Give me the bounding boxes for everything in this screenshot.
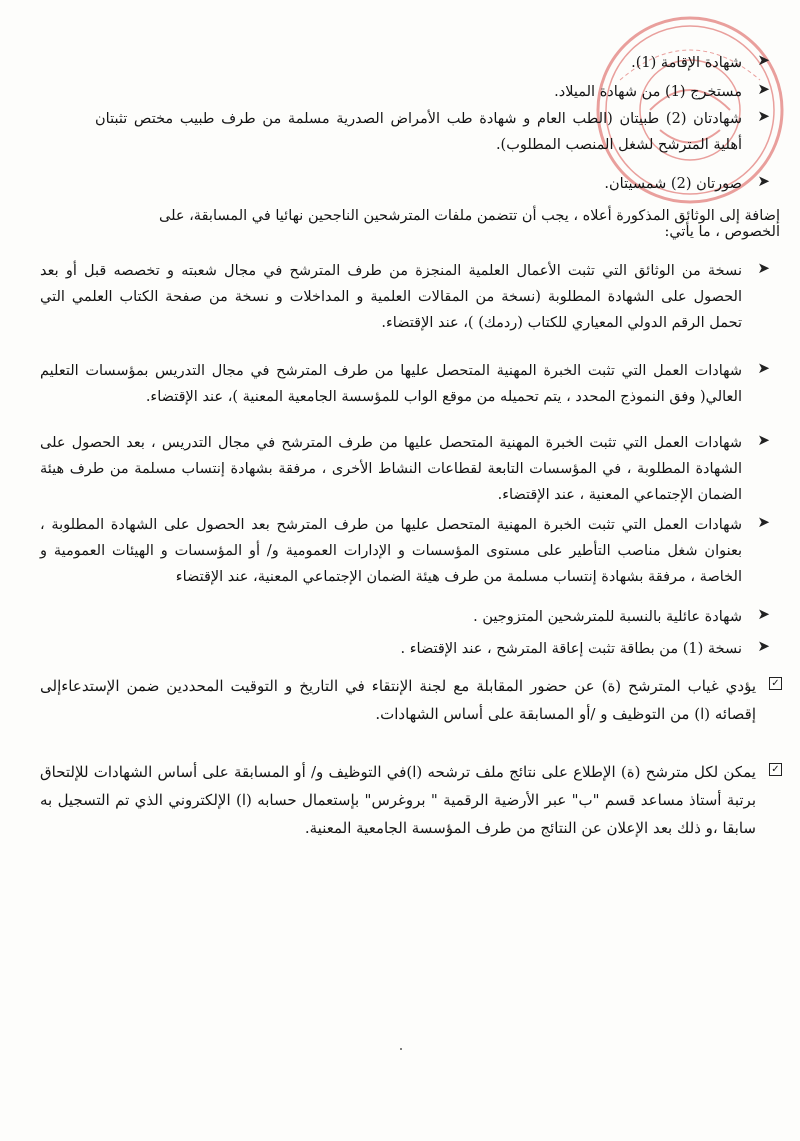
list-item: ➤ شهادتان (2) طبيتان (الطب العام و شهادة طب الأمراض الصدرية مسلمة من طرف طبيب مختص تثبتان أهلية المترشح لشغل المنصب المطلوب). (95, 107, 770, 153)
arrow-bullet-icon: ➤ (757, 172, 770, 190)
arrow-bullet-icon: ➤ (757, 637, 770, 655)
arrow-bullet-icon: ➤ (757, 107, 770, 125)
note-item: ✓ يؤدي غياب المترشح (ة) عن حضور المقابلة مع لجنة الإنتقاء في التاريخ و التوقيت المحددين ضمن الإستدعاءإلى إقصائه (ا) من التوظيف و /أو المسابقة على أساس الشهادات. (40, 672, 782, 728)
list-item: ➤ شهادات العمل التي تثبت الخبرة المهنية المتحصل عليها من طرف المترشح في مجال التدريس ، بعد الحصول على الشهادة المطلوبة ، في المؤسسات التابعة لقطاعات النشاط الأخرى ، مرفقة بشهادة إنتساب مسلمة من طرف هيئة الضمان الإجتماعي المعنية ، عند الإقتضاء. (40, 431, 770, 503)
checkbox-checked-icon: ✓ (769, 677, 782, 690)
list-item: ➤ مستخرج (1) من شهادة الميلاد. (554, 80, 770, 100)
list-item: ➤ شهادة الإقامة (1). (631, 51, 770, 71)
intro-paragraph: إضافة إلى الوثائق المذكورة أعلاه ، يجب أن تتضمن ملفات المترشحين الناجحين نهائيا في المسابقة، على الخصوص ، ما يأتي: (158, 208, 780, 240)
list-item: ➤ شهادات العمل التي تثبت الخبرة المهنية المتحصل عليها من طرف المترشح بعد الحصول على الشهادة المطلوبة ، بعنوان شغل مناصب التأطير على مستوى المؤسسات و الإدارات العمومية و/ أو المؤسسات و الهيئات العمومية و الخاصة ، مرفقة بشهادة إنتساب مسلمة من طرف هيئة الضمان الإجتماعي المعنية، عند الإقتضاء (40, 513, 770, 585)
arrow-bullet-icon: ➤ (757, 513, 770, 531)
arrow-bullet-icon: ➤ (757, 431, 770, 449)
checkbox-checked-icon: ✓ (769, 763, 782, 776)
list-item: ➤ نسخة من الوثائق التي تثبت الأعمال العلمية المنجزة من طرف المترشح في مجال شعبته و تخصصه قبل أو بعد الحصول على الشهادة المطلوبة (نسخة من المقالات العلمية و المداخلات و نسخة من صفحة الكتاب العلمي التي تحمل الرقم الدولي المعياري للكتاب (ردمك) )، عند الإقتضاء. (40, 259, 770, 331)
arrow-bullet-icon: ➤ (757, 80, 770, 98)
list-item: ➤ نسخة (1) من بطاقة تثبت إعاقة المترشح ، عند الإقتضاء . (400, 637, 770, 657)
arrow-bullet-icon: ➤ (757, 51, 770, 69)
arrow-bullet-icon: ➤ (757, 359, 770, 377)
arrow-bullet-icon: ➤ (757, 259, 770, 277)
list-item: ➤ صورتان (2) شمسيتان. (604, 172, 770, 192)
note-item: ✓ يمكن لكل مترشح (ة) الإطلاع على نتائج ملف ترشحه (ا)في التوظيف و/ أو المسابقة على أساس الشهادات للإلتحاق برتبة أستاذ مساعد قسم "ب" عبر الأرضية الرقمية " بروغرس" بإستعمال حسابه (ا) الإلكتروني الذي تم التسجيل به سابقا ،و ذلك بعد الإعلان عن النتائج من طرف المؤسسة الجامعية المعنية. (40, 758, 782, 842)
list-item: ➤ شهادة عائلية بالنسبة للمترشحين المتزوجين . (473, 605, 770, 625)
arrow-bullet-icon: ➤ (757, 605, 770, 623)
list-item: ➤ شهادات العمل التي تثبت الخبرة المهنية المتحصل عليها من طرف المترشح في مجال التدريس بمؤسسات التعليم العالي( وفق النموذج المحدد ، يتم تحميله من موقع الواب للمؤسسة الجامعية المعنية )، عند الإقتضاء. (40, 359, 770, 405)
page-dot (400, 1048, 402, 1050)
